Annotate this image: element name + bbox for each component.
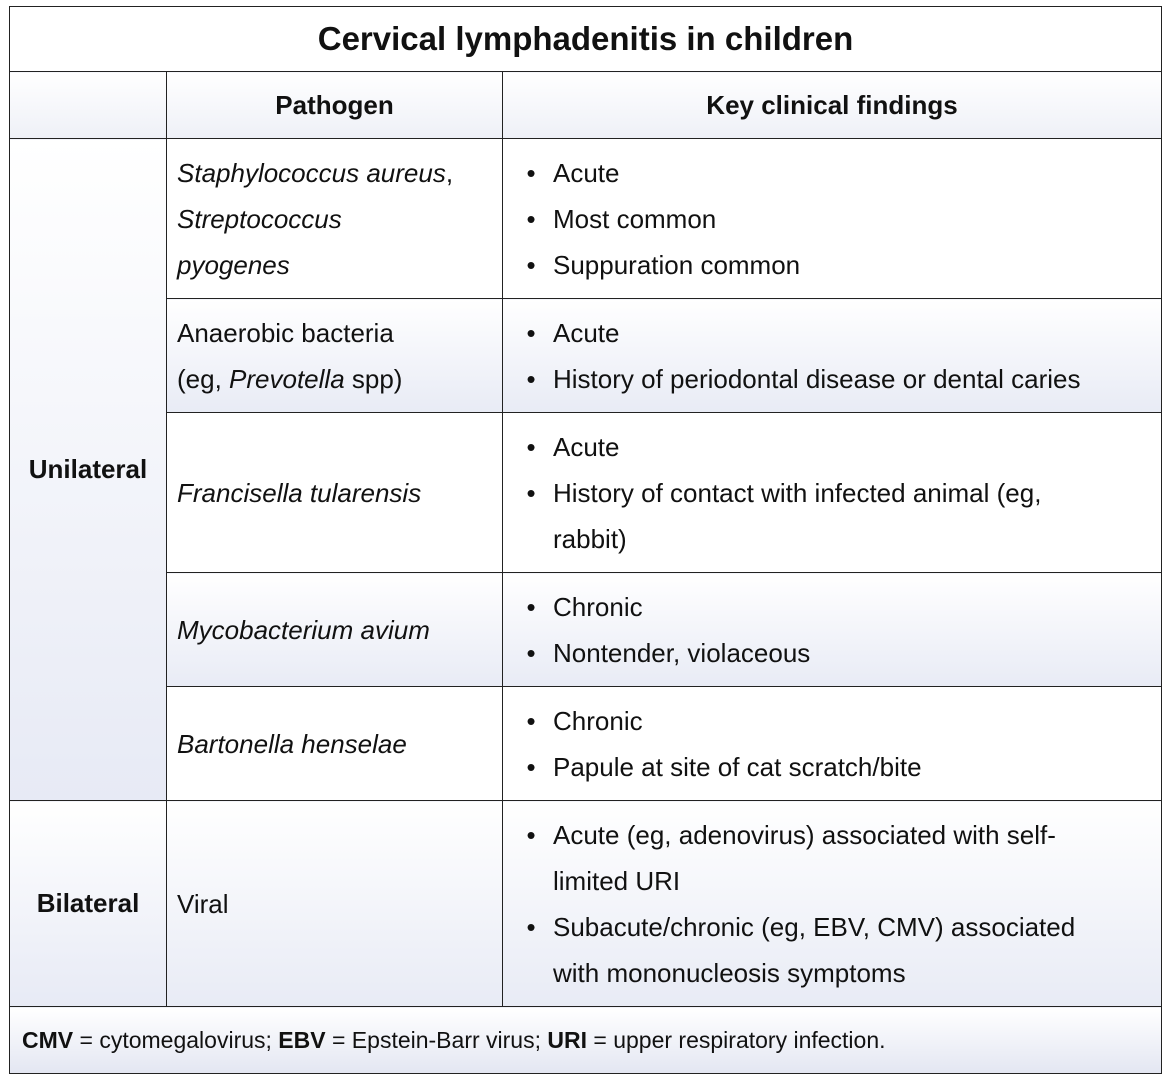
list-item: • Chronic — [526, 591, 643, 622]
findings-cell — [503, 687, 1162, 801]
findings-cell — [503, 573, 1162, 687]
group-unilateral: Unilateral — [10, 139, 167, 801]
list-item: • History of periodontal disease or dental caries — [526, 363, 1081, 394]
table-row — [10, 139, 1162, 299]
pathogen-cell: Staphylococcus aureus, Streptococcus pyogenes — [167, 139, 503, 299]
findings-cell — [503, 801, 1162, 1007]
pathogen-cell: Mycobacterium avium — [167, 573, 503, 687]
list-item: • Chronic — [526, 705, 643, 736]
table-title: Cervical lymphadenitis in children — [10, 7, 1162, 72]
list-item: • Acute (eg, adenovirus) associated with self- limited URI — [526, 819, 1056, 896]
findings-cell — [503, 139, 1162, 299]
header-findings: Key clinical findings — [503, 72, 1162, 139]
list-item: • Acute — [526, 431, 620, 462]
pathogen-cell: Francisella tularensis — [167, 413, 503, 573]
list-item: • Papule at site of cat scratch/bite — [526, 751, 922, 782]
list-item: • Acute — [526, 317, 620, 348]
table-row — [10, 573, 1162, 687]
table-row — [10, 413, 1162, 573]
footnote: CMV = cytomegalovirus; EBV = Epstein-Barr virus; URI = upper respiratory infection. — [10, 1007, 1162, 1074]
table-row — [10, 299, 1162, 413]
list-item: • History of contact with infected animal (eg, rabbit) — [526, 477, 1042, 554]
pathogen-cell: Viral — [167, 801, 503, 1007]
header-group — [10, 72, 167, 139]
list-item: • Most common — [526, 203, 717, 234]
pathogen-cell: Anaerobic bacteria (eg, Prevotella spp) — [167, 299, 503, 413]
list-item: • Suppuration common — [526, 249, 801, 280]
table-row — [10, 687, 1162, 801]
findings-cell — [503, 299, 1162, 413]
list-item: • Nontender, violaceous — [526, 637, 811, 668]
findings-cell — [503, 413, 1162, 573]
header-pathogen: Pathogen — [167, 72, 503, 139]
pathogen-cell: Bartonella henselae — [167, 687, 503, 801]
table-row — [10, 801, 1162, 1007]
list-item: • Acute — [526, 157, 620, 188]
group-bilateral: Bilateral — [10, 801, 167, 1007]
list-item: • Subacute/chronic (eg, EBV, CMV) associated with mononucleosis symptoms — [526, 911, 1076, 988]
lymphadenitis-table — [9, 6, 1162, 1074]
